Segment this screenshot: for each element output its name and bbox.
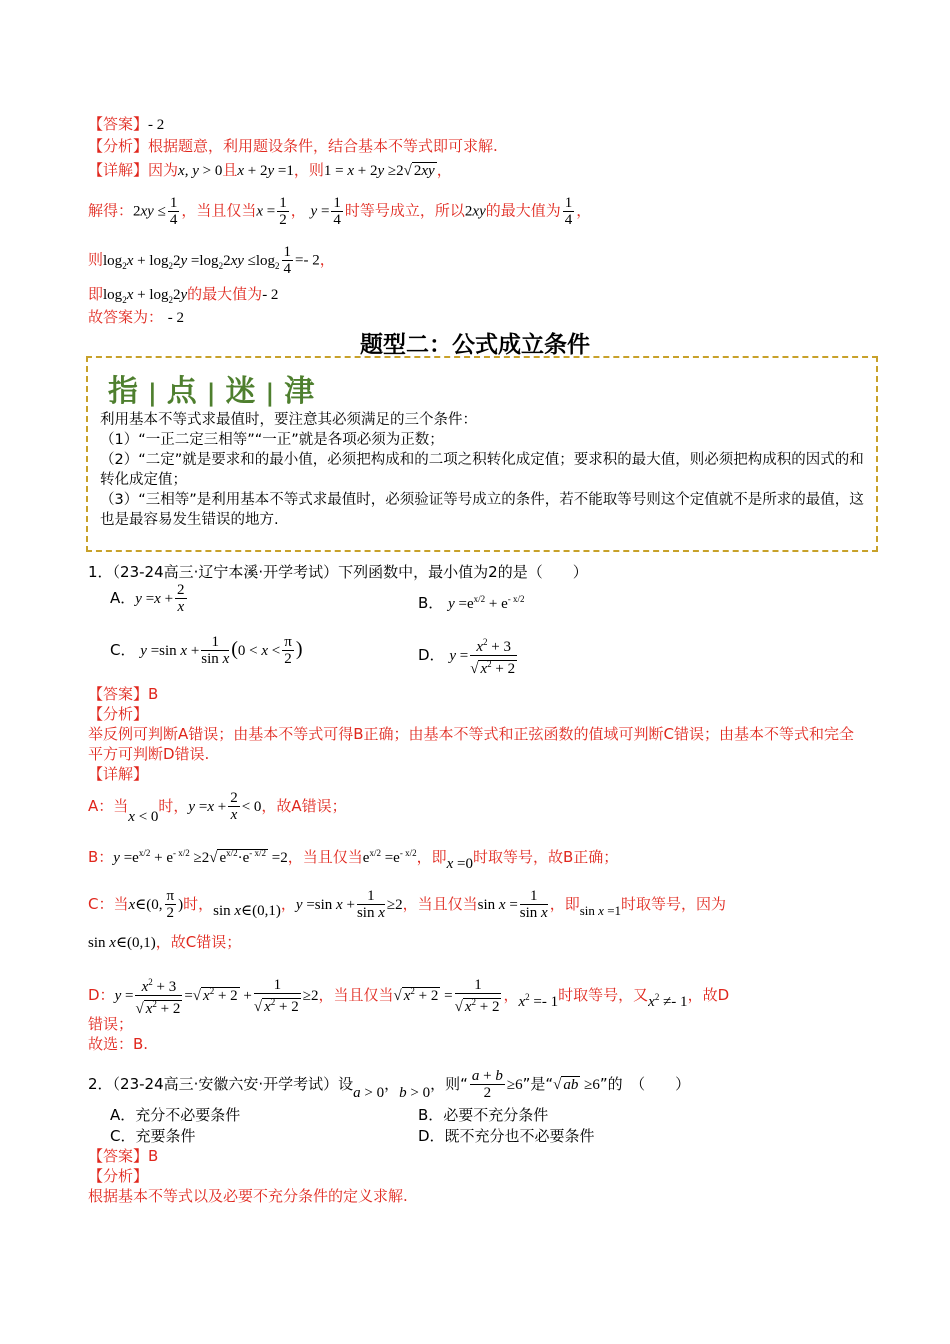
formula: x	[128, 809, 135, 825]
answer-value: B	[148, 685, 159, 703]
fraction: $\frac{\pi}{2}$	[284, 634, 292, 667]
formula: 0 < x <	[237, 643, 281, 659]
formula: =- 2	[295, 252, 320, 269]
formula: + 2	[354, 163, 378, 179]
formula: x, y	[178, 163, 199, 179]
formula: > 0	[360, 1085, 385, 1101]
detail-text: D：	[88, 986, 115, 1004]
detail-text: 因为	[148, 161, 179, 179]
formula: $x^2 =- 1$	[518, 992, 559, 1010]
p1-analysis-line	[88, 136, 498, 156]
option-label: C．	[110, 641, 136, 659]
tips-line-2: （1）“一正二定三相等”“一正”就是各项必须为正数；	[100, 432, 444, 448]
q1-option-d	[418, 634, 519, 677]
detail-text: ，当且仅当	[402, 895, 478, 913]
formula: > 0	[406, 1085, 431, 1101]
q1-option-b	[418, 592, 525, 613]
formula: ≥6	[506, 1077, 523, 1093]
detail-text: ，故A错误；	[261, 797, 347, 815]
formula: y	[140, 643, 147, 659]
detail-text: 时，	[183, 895, 214, 913]
q1-detail-c2	[88, 932, 241, 953]
formula: y	[310, 203, 318, 220]
stem-text: ”是“	[522, 1075, 554, 1093]
fraction: $\frac{x^2 + 3}{√ x^2 + 2}$	[470, 634, 517, 677]
option-label: D．	[418, 646, 445, 664]
q2-option-c: C．充要条件	[110, 1127, 196, 1145]
detail-text: C：当	[88, 895, 129, 913]
fraction: $\frac{1}{√ x^2 + 2}$	[454, 976, 500, 1015]
final-label: 故答案为：	[88, 308, 164, 326]
stem-text: ，则“	[430, 1075, 468, 1093]
tips-heading-char: 津	[284, 374, 317, 409]
formula: a	[353, 1085, 361, 1101]
detail-text: ，则	[293, 161, 324, 179]
formula: ≥2	[302, 988, 319, 1004]
formula: y	[377, 163, 385, 179]
formula: =	[141, 591, 155, 607]
formula: x	[154, 591, 161, 607]
answer-value: - 2	[148, 117, 165, 133]
p1-then-line: 则$\log_2x + \log_22y =\log_22xy \le\log_2$ $\frac{1}{4}$ =- 2，	[88, 244, 335, 277]
formula: √ ab ≥6	[553, 1077, 600, 1093]
detail-text: ，即	[416, 848, 447, 866]
formula: =0	[453, 856, 473, 872]
detail-text: 且	[222, 161, 238, 179]
q1-option-a	[110, 582, 189, 615]
tips-heading-char: 指	[108, 374, 140, 409]
detail-text: B：	[88, 848, 114, 866]
detail-text: 时，	[158, 797, 189, 815]
fraction: $\frac{a + b}{2}$	[471, 1068, 503, 1101]
formula: y	[449, 648, 457, 664]
formula: x	[256, 203, 264, 220]
detail-text: 时取等号，故B正确；	[473, 848, 619, 866]
p1-answer-line	[88, 114, 164, 135]
formula: sin x∈(0,1)	[88, 935, 156, 951]
formula: y	[113, 850, 120, 866]
formula: =	[317, 203, 330, 220]
fraction: $\frac{1}{2}$	[279, 195, 287, 228]
answer-label: 【答案】	[88, 1147, 149, 1165]
q1-detail-d: D：y = $\frac{x^2 + 3}{√ x^2 + 2}$ =√ $x^2 + 2$ + $\frac{1}{√ x^2 + 2}$ ≥2，当且仅当√ $x^2 + 2$ = $\frac{1}{√ x^2 + 2}$ ，$x^2 =- 1$时取等号，又$x^2 \ne- 1$，故D	[88, 974, 729, 1017]
formula: y	[135, 591, 142, 607]
fraction: $\frac{x^2 + 3}{√ x^2 + 2}$	[135, 974, 182, 1017]
formula: < 0	[134, 809, 159, 825]
formula: sin x =	[477, 897, 518, 913]
q1-stem: 1．（23-24高三·辽宁本溪·开学考试）下列函数中，最小值为2的是（ ）	[88, 563, 588, 581]
stem-text: ”的 （ ）	[599, 1075, 691, 1093]
detail-text: ，即	[549, 895, 580, 913]
detail-text: A：当	[88, 797, 129, 815]
formula: x	[237, 163, 245, 179]
analysis-label: 【分析】	[88, 137, 149, 155]
q2-answer-line	[88, 1146, 158, 1166]
stem-text: 2．（23-24高三·安徽六安·开学考试）设	[88, 1075, 354, 1093]
section-title: 题型二：公式成立条件	[360, 332, 590, 358]
q1-detail-b	[88, 843, 619, 872]
detail-text: ，故D	[687, 986, 730, 1004]
ji-text: 的最大值为	[187, 285, 263, 303]
p1-solve-line: 解得：2xy ≤ $\frac{1}{4}$ ，当且仅当x = $\frac{1}{2}$ ， y = $\frac{1}{4}$ 时等号成立，所以2xy的最大值为 $\frac{1}{4}$ ，	[88, 195, 592, 228]
ji-label: 即	[88, 285, 104, 303]
detail-text: ，故C错误；	[155, 933, 242, 951]
formula: =√ $x^2 + 2$ +	[184, 986, 252, 1004]
formula: y	[295, 897, 303, 913]
formula: +	[213, 799, 227, 815]
formula: y	[448, 596, 455, 612]
formula: $=e^{x/2} + e^{- x/2}$	[454, 594, 525, 612]
fraction: $\frac{1}{4}$	[283, 244, 292, 277]
formula: x	[128, 897, 136, 913]
answer-value: B	[148, 1147, 159, 1165]
final-value: - 2	[167, 310, 185, 326]
q1-choose: 故选：B.	[88, 1035, 149, 1053]
fraction: $\frac{1}{4}$	[169, 195, 178, 228]
detail-text: 时取等号，因为	[621, 895, 727, 913]
formula: b	[399, 1085, 407, 1101]
option-label: B．	[418, 594, 444, 612]
analysis-text: 根据题意，利用题设条件，结合基本不等式即可求解.	[148, 137, 498, 155]
formula: $=e^{x/2} + e^{- x/2} \ge 2√$ $e^{x/2}\cdot e^{- x/2} =2$	[119, 848, 288, 866]
q1-analysis-text: 举反例可判断A错误；由基本不等式可得B正确；由基本不等式和正弦函数的值域可判断C错误；由基本不等式和完全平方可判断D错误.	[88, 725, 855, 763]
tips-heading: 指 | 点 | 迷 | 津	[108, 374, 317, 409]
formula: < 0	[241, 799, 262, 815]
tips-line-3: （2）“二定”就是要求和的最小值，必须把构成和的二项之积转化成定值；要求积的最大值，则必须把构成积的因式的和转化成定值；	[100, 452, 864, 488]
detail-text: ，当且仅当	[318, 986, 394, 1004]
q1-detail-c: C：当x∈(0, $\frac{\pi}{2}$ )时，sin x∈(0,1)，y =sin x + $\frac{1}{\text{sin x}}$ ≥2，当且仅当sin x = $\frac{1}{\text{sin x}}$ ，即sin x =1时取等号，因为	[88, 888, 727, 921]
detail-text: 时取等号，又	[558, 986, 649, 1004]
fraction: $\frac{1}{√ x^2 + 2}$	[253, 976, 299, 1015]
formula: =	[121, 988, 134, 1004]
formula: =	[456, 648, 469, 664]
formula: =sin x +	[146, 643, 200, 659]
p1-detail-line: 【详解】因为x, y > 0且x + 2y =1，则1 = x + 2y ≥2√ 2xy ，	[88, 161, 452, 179]
solve-text: 的最大值为	[485, 201, 561, 220]
fraction: $\frac{\pi}{2}$	[166, 888, 175, 921]
formula: sin x∈(0,1)	[213, 903, 281, 919]
formula: y	[267, 163, 275, 179]
q2-option-d: D．既不充分也不必要条件	[418, 1127, 595, 1145]
formula: ≥2	[386, 897, 403, 913]
formula: +	[160, 591, 174, 607]
q1-option-c	[110, 634, 303, 667]
formula: + 2	[244, 163, 268, 179]
q2-analysis-label: 【分析】	[88, 1167, 149, 1185]
fraction: $\frac{1}{4}$	[564, 195, 573, 228]
formula: $e^{x/2} =e^{- x/2}$	[362, 848, 417, 866]
formula: $\log_2x + \log_22y =\log_22xy \le\log_2$	[103, 252, 280, 271]
q2-option-b: B．必要不充分条件	[418, 1106, 549, 1124]
tips-heading-char: 点	[166, 374, 199, 409]
q1-detail-d2: 错误；	[88, 1015, 134, 1033]
formula: =	[263, 203, 276, 220]
formula: $x^2 \ne- 1$	[648, 992, 688, 1010]
formula: x	[347, 163, 355, 179]
formula: ≥2√ 2xy	[384, 163, 435, 179]
solve-label: 解得：	[88, 201, 134, 220]
formula: =	[195, 799, 208, 815]
formula: =1	[274, 163, 294, 179]
fraction: $\frac{1}{\text{sin x}}$	[519, 888, 548, 921]
q1-detail-a	[88, 790, 347, 823]
solve-text: ，当且仅当	[181, 201, 257, 220]
detail-label: 【详解】	[88, 161, 149, 179]
fraction: $\frac{2}{x}$	[177, 582, 185, 615]
formula: 2xy ≤	[133, 203, 166, 220]
formula: x	[446, 856, 454, 872]
formula: √ $x^2 + 2$ =	[393, 986, 453, 1004]
formula: sin x =1	[579, 903, 622, 918]
answer-label: 【答案】	[88, 115, 149, 133]
formula: 1 =	[323, 163, 348, 179]
formula: x	[207, 799, 214, 815]
q2-analysis-text: 根据基本不等式以及必要不充分条件的定义求解.	[88, 1187, 408, 1205]
tips-heading-char: 迷	[225, 374, 258, 409]
formula: y	[188, 799, 196, 815]
formula: y	[114, 988, 122, 1004]
q2-stem: 2．（23-24高三·安徽六安·开学考试）设a > 0，b > 0，则“ $\frac{a + b}{2}$ ≥6”是“√ ab ≥6”的 （ ）	[88, 1068, 691, 1101]
formula: (	[231, 638, 238, 660]
fraction: $\frac{1}{\text{sin x}}$	[356, 888, 385, 921]
q1-analysis-label: 【分析】	[88, 705, 149, 723]
option-label: A．	[110, 589, 136, 607]
fraction: $\frac{1}{4}$	[333, 195, 341, 228]
then-label: 则	[88, 250, 104, 269]
tips-line-1: 利用基本不等式求最值时，要注意其必须满足的三个条件：	[100, 412, 477, 428]
formula: =sin x +	[302, 897, 355, 913]
ji-value: - 2	[262, 287, 279, 303]
formula: > 0	[198, 163, 223, 179]
p1-final-line	[88, 307, 184, 328]
solve-text: 时等号成立，所以	[344, 201, 465, 220]
formula: ∈(0,	[135, 897, 163, 913]
formula: 2xy	[464, 203, 486, 220]
fraction: $\frac{2}{x}$	[230, 790, 238, 823]
detail-text: ，当且仅当	[287, 848, 363, 866]
q1-answer-line	[88, 684, 158, 704]
formula: )	[295, 638, 303, 660]
q1-detail-label: 【详解】	[88, 765, 149, 783]
formula: $\log_2x + \log_22y$	[103, 287, 188, 305]
answer-label: 【答案】	[88, 685, 149, 703]
fraction: $\frac{1}{\text{sin x}}$	[201, 634, 230, 667]
q2-option-a: A．充分不必要条件	[110, 1106, 241, 1124]
formula: )	[178, 897, 184, 913]
tips-line-4: （3）“三相等”是利用基本不等式求最值时，必须验证等号成立的条件，若不能取等号则这个定值就不是所求的最值，这也是最容易发生错误的地方.	[100, 492, 864, 528]
